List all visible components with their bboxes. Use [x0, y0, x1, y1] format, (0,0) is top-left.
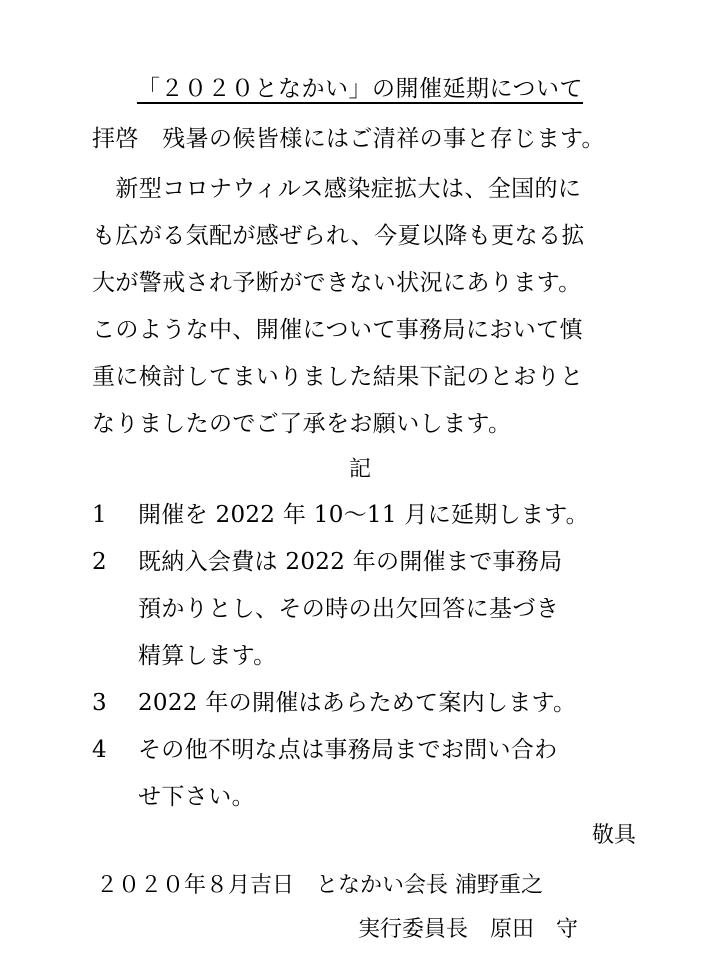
body-line: も広がる気配が感ぜられ、今夏以降も更なる拡 [92, 223, 585, 249]
list-item-number: 3 [92, 690, 107, 716]
signature-line-1: ２０２０年８月吉日 となかい会長 浦野重之 [96, 873, 543, 898]
document-title-text: 「２０２０となかい」の開催延期について [136, 76, 584, 102]
list-item [92, 731, 557, 764]
signature-line-2: 実行委員長 原田 守 [358, 917, 579, 942]
greeting-line: 拝啓 残暑の候皆様にはご清祥の事と存じます。 [92, 126, 605, 152]
list-item-text: 既納入会費は 2022 年の開催まで事務局 [138, 549, 563, 575]
body-line: このような中、開催について事務局において慎 [92, 317, 583, 343]
body-line: 大が警戒され予断ができない状況にあります。 [92, 270, 582, 296]
body-line: 新型コロナウィルス感染症拡大は、全国的に [92, 176, 582, 202]
body-line: 重に検討してまいりました結果下記のとおりと [92, 364, 584, 390]
list-item-text: 開催を 2022 年 10～11 月に延期します。 [138, 502, 589, 528]
list-item-continuation: せ下さい。 [138, 784, 255, 810]
document-title [0, 70, 720, 103]
list-item-number: 1 [92, 502, 107, 528]
ki-heading: 記 [348, 457, 371, 482]
list-item [92, 684, 576, 717]
list-item-continuation: 精算します。 [138, 643, 277, 669]
list-item-number: 4 [92, 737, 107, 763]
closing-keigu: 敬具 [591, 823, 636, 848]
list-item-text: その他不明な点は事務局までお問い合わ [138, 737, 558, 763]
list-item [92, 543, 562, 576]
list-item-continuation: 預かりとし、その時の出欠回答に基づき [138, 596, 560, 622]
list-item-number: 2 [92, 549, 107, 575]
body-line: なりましたのでご了承をお願いします。 [92, 411, 512, 437]
list-item-text: 2022 年の開催はあらためて案内します。 [138, 690, 577, 716]
list-item [92, 496, 589, 529]
